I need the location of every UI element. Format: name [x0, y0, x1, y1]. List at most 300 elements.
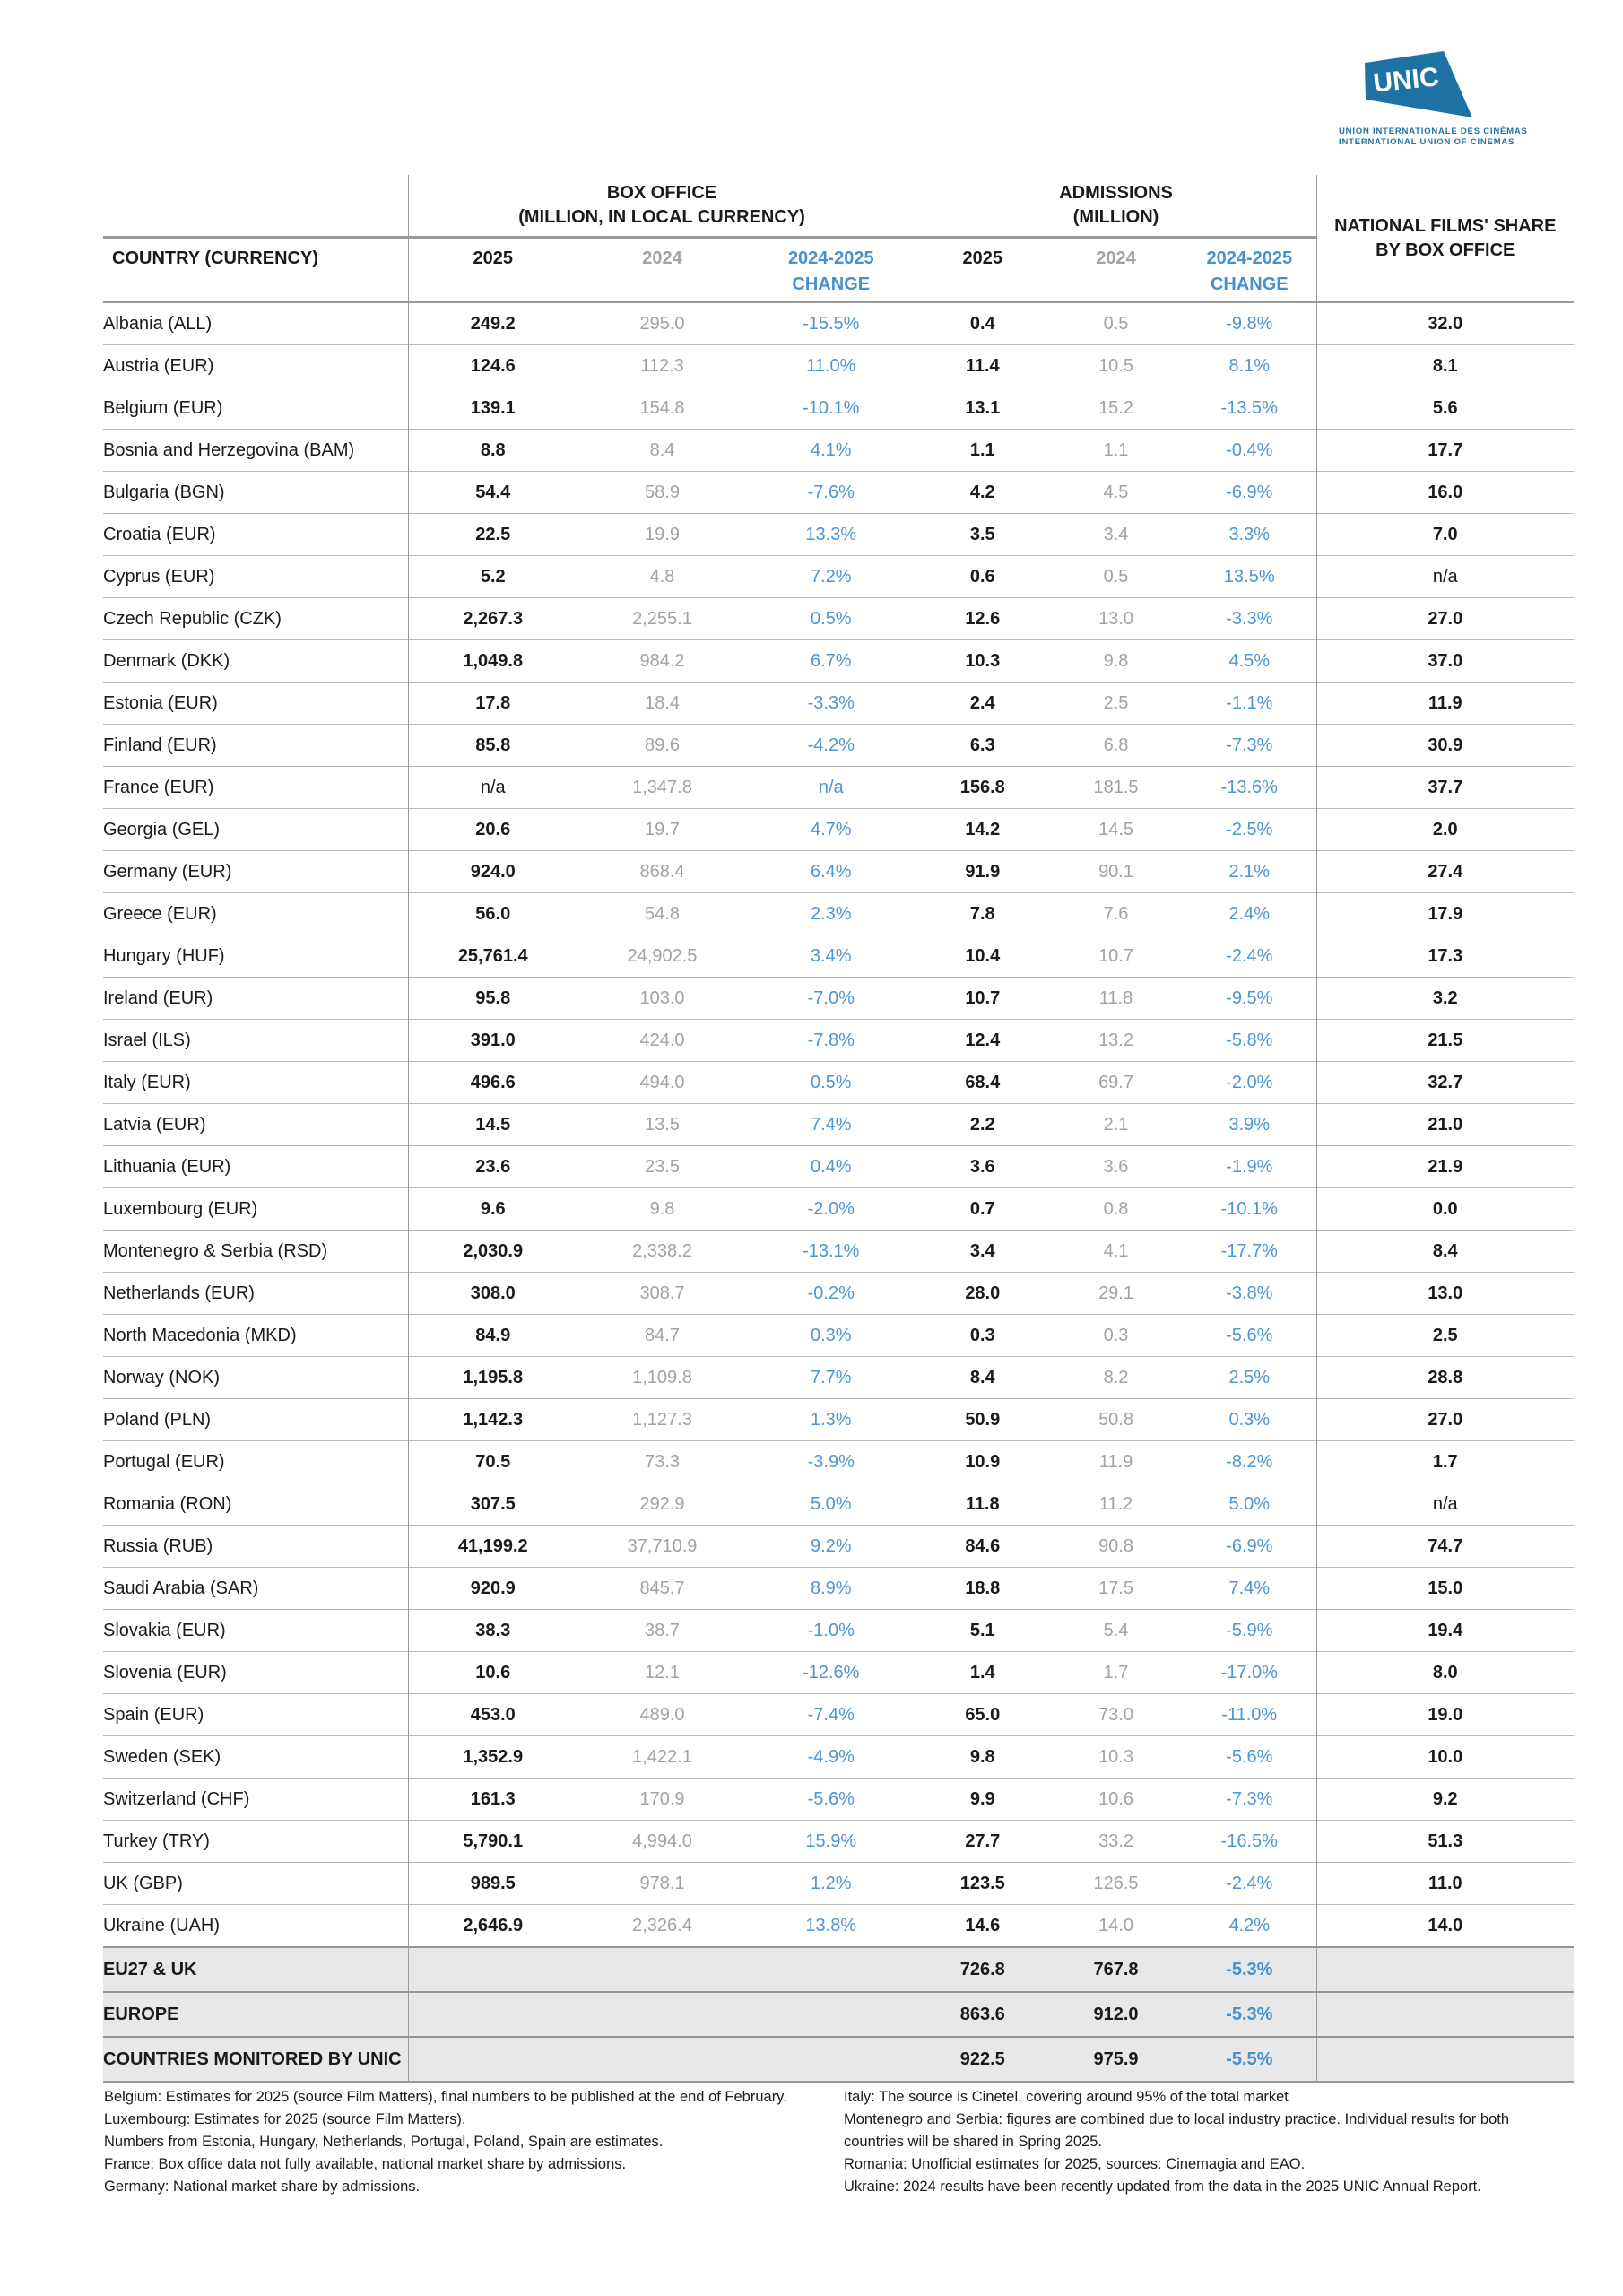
table-row	[103, 1610, 1574, 1652]
share-header-line2: BY BOX OFFICE	[1376, 239, 1515, 260]
header-bo-2025: 2025	[408, 238, 577, 303]
cell-adm2025: 9.9	[916, 1779, 1049, 1821]
cell-adm2025: 9.8	[916, 1736, 1049, 1779]
cell-country: Austria (EUR)	[103, 345, 408, 387]
table-row	[103, 1273, 1574, 1315]
cell-adm_change: -9.5%	[1183, 978, 1316, 1020]
cell-adm2024: 11.2	[1049, 1483, 1183, 1526]
cell-bo_change: -7.0%	[747, 978, 916, 1020]
adm-change-line2: CHANGE	[1210, 274, 1289, 294]
cell-adm2025: 0.7	[916, 1188, 1049, 1231]
group-header-box-office	[408, 175, 916, 238]
cell-country: Turkey (TRY)	[103, 1821, 408, 1863]
cell-share: 27.4	[1316, 851, 1574, 893]
cell-adm_change: -6.9%	[1183, 472, 1316, 514]
cell-country: Romania (RON)	[103, 1483, 408, 1526]
summary-row	[103, 1992, 1574, 2037]
cell-bo2024: 73.3	[577, 1441, 747, 1483]
cell-bo2025: 23.6	[408, 1146, 577, 1188]
cell-share: 1.7	[1316, 1441, 1574, 1483]
cell-empty	[408, 1947, 577, 1992]
footnote-line: Italy: The source is Cinetel, covering around 95% of the total market	[844, 2089, 1289, 2105]
cell-country: Lithuania (EUR)	[103, 1146, 408, 1188]
footnote-line: France: Box office data not fully available, national market share by admissions.	[104, 2156, 627, 2172]
cell-country: UK (GBP)	[103, 1863, 408, 1905]
cell-adm2024: 7.6	[1049, 893, 1183, 935]
cell-adm2024: 1.1	[1049, 430, 1183, 472]
cell-bo_change: 6.7%	[747, 640, 916, 683]
cell-bo2025: 453.0	[408, 1694, 577, 1736]
table-row	[103, 556, 1574, 598]
cell-bo_change: 6.4%	[747, 851, 916, 893]
cell-adm_change: -10.1%	[1183, 1188, 1316, 1231]
cell-share: 32.7	[1316, 1062, 1574, 1104]
cell-share: 0.0	[1316, 1188, 1574, 1231]
cell-adm2025: 2.2	[916, 1104, 1049, 1146]
cell-adm2025: 65.0	[916, 1694, 1049, 1736]
cell-bo2025: 161.3	[408, 1779, 577, 1821]
cell-share: 30.9	[1316, 725, 1574, 767]
cell-bo_change: -7.4%	[747, 1694, 916, 1736]
cell-share: 2.0	[1316, 809, 1574, 851]
cell-share: 51.3	[1316, 1821, 1574, 1863]
cell-bo2025: 38.3	[408, 1610, 577, 1652]
cell-country: Sweden (SEK)	[103, 1736, 408, 1779]
cell-bo_change: 13.3%	[747, 514, 916, 556]
logo-caption-line1: UNION INTERNATIONALE DES CINÉMAS	[1339, 126, 1528, 136]
cell-adm2025: 84.6	[916, 1526, 1049, 1568]
cell-bo_change: 2.3%	[747, 893, 916, 935]
cell-share: 37.0	[1316, 640, 1574, 683]
cell-adm_change: 13.5%	[1183, 556, 1316, 598]
cell-bo2024: 18.4	[577, 683, 747, 725]
cell-bo2024: 845.7	[577, 1568, 747, 1610]
cell-adm2024: 6.8	[1049, 725, 1183, 767]
cell-adm2025: 12.6	[916, 598, 1049, 640]
cell-adm2024: 13.2	[1049, 1020, 1183, 1062]
cell-adm2024: 73.0	[1049, 1694, 1183, 1736]
cell-country: France (EUR)	[103, 767, 408, 809]
cell-bo_change: 13.8%	[747, 1905, 916, 1948]
cell-adm2025: 27.7	[916, 1821, 1049, 1863]
cell-bo_change: -10.1%	[747, 387, 916, 430]
box-office-table	[103, 175, 1574, 2083]
cell-adm2025: 10.7	[916, 978, 1049, 1020]
cell-adm2024: 11.9	[1049, 1441, 1183, 1483]
cell-adm_change: -11.0%	[1183, 1694, 1316, 1736]
cell-adm_change: -7.3%	[1183, 1779, 1316, 1821]
table-row	[103, 1694, 1574, 1736]
cell-adm2024: 10.5	[1049, 345, 1183, 387]
table-row	[103, 1483, 1574, 1526]
header-adm-change	[1183, 238, 1316, 303]
cell-bo2025: 5.2	[408, 556, 577, 598]
table-row	[103, 1779, 1574, 1821]
cell-adm2024: 0.3	[1049, 1315, 1183, 1357]
cell-adm_change: -5.5%	[1183, 2037, 1316, 2083]
table-row	[103, 1441, 1574, 1483]
cell-bo_change: -2.0%	[747, 1188, 916, 1231]
cell-bo2025: 70.5	[408, 1441, 577, 1483]
cell-bo2025: 2,646.9	[408, 1905, 577, 1948]
table-row	[103, 1315, 1574, 1357]
cell-bo2025: 5,790.1	[408, 1821, 577, 1863]
cell-bo2025: 920.9	[408, 1568, 577, 1610]
cell-adm_change: 4.5%	[1183, 640, 1316, 683]
cell-label: EU27 & UK	[103, 1947, 408, 1992]
footnotes-left	[104, 2086, 832, 2198]
cell-bo2024: 23.5	[577, 1146, 747, 1188]
cell-country: Czech Republic (CZK)	[103, 598, 408, 640]
cell-bo_change: -7.6%	[747, 472, 916, 514]
cell-bo2025: 22.5	[408, 514, 577, 556]
cell-adm2024: 3.6	[1049, 1146, 1183, 1188]
table-row	[103, 302, 1574, 345]
cell-adm_change: -2.4%	[1183, 1863, 1316, 1905]
cell-bo_change: 7.2%	[747, 556, 916, 598]
cell-adm2024: 10.3	[1049, 1736, 1183, 1779]
table-row	[103, 1231, 1574, 1273]
cell-adm2024: 13.0	[1049, 598, 1183, 640]
cell-adm2024: 2.5	[1049, 683, 1183, 725]
cell-adm2025: 4.2	[916, 472, 1049, 514]
cell-bo_change: 3.4%	[747, 935, 916, 978]
cell-country: Greece (EUR)	[103, 893, 408, 935]
cell-country: Germany (EUR)	[103, 851, 408, 893]
footnote-line: Ukraine: 2024 results have been recently updated from the data in the 2025 UNIC Annual Report.	[844, 2179, 1481, 2195]
cell-adm2025: 91.9	[916, 851, 1049, 893]
cell-adm_change: 2.1%	[1183, 851, 1316, 893]
cell-adm2024: 9.8	[1049, 640, 1183, 683]
cell-bo_change: 9.2%	[747, 1526, 916, 1568]
cell-bo2024: 9.8	[577, 1188, 747, 1231]
cell-share: 14.0	[1316, 1905, 1574, 1948]
cell-bo2025: 17.8	[408, 683, 577, 725]
cell-share: 27.0	[1316, 1399, 1574, 1441]
cell-bo_change: 4.7%	[747, 809, 916, 851]
cell-adm2025: 922.5	[916, 2037, 1049, 2083]
cell-bo2025: 1,352.9	[408, 1736, 577, 1779]
cell-bo2025: 307.5	[408, 1483, 577, 1526]
cell-adm_change: -17.7%	[1183, 1231, 1316, 1273]
table-row	[103, 1188, 1574, 1231]
cell-adm2025: 7.8	[916, 893, 1049, 935]
cell-adm_change: -2.0%	[1183, 1062, 1316, 1104]
cell-bo_change: -3.9%	[747, 1441, 916, 1483]
cell-bo2024: 868.4	[577, 851, 747, 893]
cell-bo2025: 2,030.9	[408, 1231, 577, 1273]
footnotes-right	[844, 2086, 1536, 2198]
cell-adm2024: 11.8	[1049, 978, 1183, 1020]
cell-bo2024: 2,338.2	[577, 1231, 747, 1273]
cell-adm2024: 181.5	[1049, 767, 1183, 809]
cell-adm2025: 11.4	[916, 345, 1049, 387]
cell-country: Slovenia (EUR)	[103, 1652, 408, 1694]
cell-adm_change: -9.8%	[1183, 302, 1316, 345]
cell-share: 28.8	[1316, 1357, 1574, 1399]
cell-adm2025: 5.1	[916, 1610, 1049, 1652]
cell-adm_change: -7.3%	[1183, 725, 1316, 767]
cell-adm_change: 2.4%	[1183, 893, 1316, 935]
cell-share: 32.0	[1316, 302, 1574, 345]
cell-empty	[747, 1992, 916, 2037]
cell-adm2024: 1.7	[1049, 1652, 1183, 1694]
cell-share: 19.0	[1316, 1694, 1574, 1736]
cell-adm2024: 126.5	[1049, 1863, 1183, 1905]
cell-bo2025: 54.4	[408, 472, 577, 514]
cell-adm2024: 0.5	[1049, 556, 1183, 598]
cell-adm_change: -3.3%	[1183, 598, 1316, 640]
cell-share: 8.4	[1316, 1231, 1574, 1273]
cell-share: 10.0	[1316, 1736, 1574, 1779]
cell-bo2025: 139.1	[408, 387, 577, 430]
cell-bo2024: 19.7	[577, 809, 747, 851]
cell-empty	[577, 1947, 747, 1992]
table-row	[103, 1736, 1574, 1779]
cell-bo_change: 0.3%	[747, 1315, 916, 1357]
cell-bo2024: 984.2	[577, 640, 747, 683]
cell-share: 17.7	[1316, 430, 1574, 472]
cell-adm_change: 0.3%	[1183, 1399, 1316, 1441]
cell-country: Luxembourg (EUR)	[103, 1188, 408, 1231]
cell-share: 15.0	[1316, 1568, 1574, 1610]
cell-bo2025: 14.5	[408, 1104, 577, 1146]
cell-bo2025: 308.0	[408, 1273, 577, 1315]
cell-adm2024: 912.0	[1049, 1992, 1183, 2037]
cell-bo2024: 58.9	[577, 472, 747, 514]
cell-bo_change: -4.9%	[747, 1736, 916, 1779]
cell-adm2025: 0.3	[916, 1315, 1049, 1357]
cell-adm2024: 14.0	[1049, 1905, 1183, 1948]
cell-bo2024: 37,710.9	[577, 1526, 747, 1568]
table-row	[103, 1357, 1574, 1399]
cell-share: 21.9	[1316, 1146, 1574, 1188]
admissions-header-line1: ADMISSIONS	[1059, 183, 1173, 203]
table-row	[103, 978, 1574, 1020]
cell-adm_change: -5.3%	[1183, 1947, 1316, 1992]
cell-bo_change: 7.4%	[747, 1104, 916, 1146]
cell-share: 16.0	[1316, 472, 1574, 514]
cell-adm2025: 8.4	[916, 1357, 1049, 1399]
cell-share: 19.4	[1316, 1610, 1574, 1652]
cell-bo2025: 124.6	[408, 345, 577, 387]
cell-adm_change: 2.5%	[1183, 1357, 1316, 1399]
cell-adm2024: 10.6	[1049, 1779, 1183, 1821]
cell-country: Finland (EUR)	[103, 725, 408, 767]
cell-adm_change: 8.1%	[1183, 345, 1316, 387]
cell-adm2025: 50.9	[916, 1399, 1049, 1441]
cell-bo2024: 292.9	[577, 1483, 747, 1526]
cell-bo_change: 1.3%	[747, 1399, 916, 1441]
cell-bo_change: 0.4%	[747, 1146, 916, 1188]
cell-empty	[408, 1992, 577, 2037]
cell-country: Albania (ALL)	[103, 302, 408, 345]
cell-bo2024: 84.7	[577, 1315, 747, 1357]
table-row	[103, 640, 1574, 683]
cell-bo2025: 1,049.8	[408, 640, 577, 683]
table-row	[103, 430, 1574, 472]
table-row	[103, 683, 1574, 725]
cell-country: Cyprus (EUR)	[103, 556, 408, 598]
cell-bo2024: 4,994.0	[577, 1821, 747, 1863]
bo-change-line2: CHANGE	[792, 274, 871, 294]
cell-country: Italy (EUR)	[103, 1062, 408, 1104]
share-header-line1: NATIONAL FILMS' SHARE	[1334, 215, 1557, 236]
cell-bo2025: 1,195.8	[408, 1357, 577, 1399]
cell-bo2024: 19.9	[577, 514, 747, 556]
table-row	[103, 1399, 1574, 1441]
cell-adm_change: 5.0%	[1183, 1483, 1316, 1526]
cell-adm2025: 1.1	[916, 430, 1049, 472]
footnote-line: Germany: National market share by admissions.	[104, 2179, 421, 2195]
table-row	[103, 767, 1574, 809]
table-body	[103, 302, 1574, 2083]
cell-adm2024: 975.9	[1049, 2037, 1183, 2083]
group-header-admissions	[916, 175, 1316, 238]
cell-bo_change: 8.9%	[747, 1568, 916, 1610]
footnote-line: Montenegro and Serbia: figures are combined due to local industry practice. Individual results for both countries will be shared in Spring 2025.	[844, 2111, 1510, 2150]
cell-share: 2.5	[1316, 1315, 1574, 1357]
cell-bo2024: 295.0	[577, 302, 747, 345]
cell-country: Ireland (EUR)	[103, 978, 408, 1020]
admissions-header-line2: (MILLION)	[1072, 207, 1159, 227]
table-row	[103, 1146, 1574, 1188]
cell-bo2025: 2,267.3	[408, 598, 577, 640]
cell-bo2025: 249.2	[408, 302, 577, 345]
cell-adm_change: -5.3%	[1183, 1992, 1316, 2037]
cell-bo_change: -4.2%	[747, 725, 916, 767]
logo-caption-line2: INTERNATIONAL UNION OF CINEMAS	[1339, 136, 1515, 147]
group-header-row	[103, 175, 1574, 238]
cell-adm2025: 1.4	[916, 1652, 1049, 1694]
cell-bo2025: 10.6	[408, 1652, 577, 1694]
cell-bo2024: 54.8	[577, 893, 747, 935]
table-row	[103, 1020, 1574, 1062]
table-row	[103, 1526, 1574, 1568]
cell-bo2025: 9.6	[408, 1188, 577, 1231]
cell-bo2024: 1,347.8	[577, 767, 747, 809]
cell-adm_change: -0.4%	[1183, 430, 1316, 472]
cell-country: Switzerland (CHF)	[103, 1779, 408, 1821]
cell-bo2024: 424.0	[577, 1020, 747, 1062]
cell-share: n/a	[1316, 556, 1574, 598]
cell-adm_change: -5.8%	[1183, 1020, 1316, 1062]
cell-empty	[577, 1992, 747, 2037]
cell-adm2025: 2.4	[916, 683, 1049, 725]
table-row	[103, 1863, 1574, 1905]
cell-bo_change: -0.2%	[747, 1273, 916, 1315]
cell-share: 11.0	[1316, 1863, 1574, 1905]
footnote-line: Romania: Unofficial estimates for 2025, sources: Cinemagia and EAO.	[844, 2156, 1306, 2172]
cell-adm2024: 17.5	[1049, 1568, 1183, 1610]
cell-country: Saudi Arabia (SAR)	[103, 1568, 408, 1610]
cell-bo2025: 391.0	[408, 1020, 577, 1062]
cell-bo2025: 989.5	[408, 1863, 577, 1905]
cell-bo2024: 154.8	[577, 387, 747, 430]
cell-country: Poland (PLN)	[103, 1399, 408, 1441]
cell-share: 9.2	[1316, 1779, 1574, 1821]
cell-adm2025: 68.4	[916, 1062, 1049, 1104]
cell-country: Georgia (GEL)	[103, 809, 408, 851]
cell-adm_change: -5.9%	[1183, 1610, 1316, 1652]
cell-bo2024: 170.9	[577, 1779, 747, 1821]
cell-country: Estonia (EUR)	[103, 683, 408, 725]
cell-adm2025: 6.3	[916, 725, 1049, 767]
cell-bo2024: 24,902.5	[577, 935, 747, 978]
cell-bo2024: 103.0	[577, 978, 747, 1020]
cell-bo2025: n/a	[408, 767, 577, 809]
cell-share: 17.3	[1316, 935, 1574, 978]
cell-share: 7.0	[1316, 514, 1574, 556]
cell-adm2025: 10.4	[916, 935, 1049, 978]
cell-bo2024: 978.1	[577, 1863, 747, 1905]
table-row	[103, 1568, 1574, 1610]
cell-adm_change: 7.4%	[1183, 1568, 1316, 1610]
cell-adm2025: 12.4	[916, 1020, 1049, 1062]
cell-bo2025: 1,142.3	[408, 1399, 577, 1441]
cell-country: Spain (EUR)	[103, 1694, 408, 1736]
unic-logo-caption	[1339, 126, 1536, 147]
table-row	[103, 1104, 1574, 1146]
cell-bo_change: -15.5%	[747, 302, 916, 345]
cell-bo_change: 5.0%	[747, 1483, 916, 1526]
cell-adm2024: 4.1	[1049, 1231, 1183, 1273]
cell-country: Denmark (DKK)	[103, 640, 408, 683]
cell-adm2025: 726.8	[916, 1947, 1049, 1992]
table-row	[103, 1905, 1574, 1948]
cell-country: Belgium (EUR)	[103, 387, 408, 430]
cell-bo2024: 13.5	[577, 1104, 747, 1146]
cell-bo2025: 25,761.4	[408, 935, 577, 978]
cell-bo_change: -3.3%	[747, 683, 916, 725]
cell-share: 21.0	[1316, 1104, 1574, 1146]
cell-share: 11.9	[1316, 683, 1574, 725]
corner-cell	[103, 175, 408, 238]
cell-adm2024: 3.4	[1049, 514, 1183, 556]
cell-adm2024: 8.2	[1049, 1357, 1183, 1399]
unic-logo-icon	[1365, 51, 1476, 121]
cell-adm2024: 2.1	[1049, 1104, 1183, 1146]
table-row	[103, 1652, 1574, 1694]
table-row	[103, 725, 1574, 767]
cell-country: Croatia (EUR)	[103, 514, 408, 556]
cell-bo2024: 308.7	[577, 1273, 747, 1315]
cell-bo2025: 41,199.2	[408, 1526, 577, 1568]
cell-adm2024: 767.8	[1049, 1947, 1183, 1992]
cell-share: 3.2	[1316, 978, 1574, 1020]
cell-share: 8.1	[1316, 345, 1574, 387]
cell-share: n/a	[1316, 1483, 1574, 1526]
table-row	[103, 935, 1574, 978]
table-row	[103, 1821, 1574, 1863]
table-row	[103, 514, 1574, 556]
cell-bo_change: 4.1%	[747, 430, 916, 472]
cell-bo2024: 1,109.8	[577, 1357, 747, 1399]
header-adm-2024: 2024	[1049, 238, 1183, 303]
group-header-national-share	[1316, 175, 1574, 302]
cell-country: Israel (ILS)	[103, 1020, 408, 1062]
cell-bo2024: 2,255.1	[577, 598, 747, 640]
cell-bo2024: 1,422.1	[577, 1736, 747, 1779]
cell-share: 13.0	[1316, 1273, 1574, 1315]
cell-bo2024: 4.8	[577, 556, 747, 598]
table-row	[103, 387, 1574, 430]
unic-logo-text: UNIC	[1371, 62, 1441, 99]
cell-country: Bulgaria (BGN)	[103, 472, 408, 514]
cell-adm2024: 33.2	[1049, 1821, 1183, 1863]
cell-adm2024: 4.5	[1049, 472, 1183, 514]
cell-adm2024: 0.5	[1049, 302, 1183, 345]
